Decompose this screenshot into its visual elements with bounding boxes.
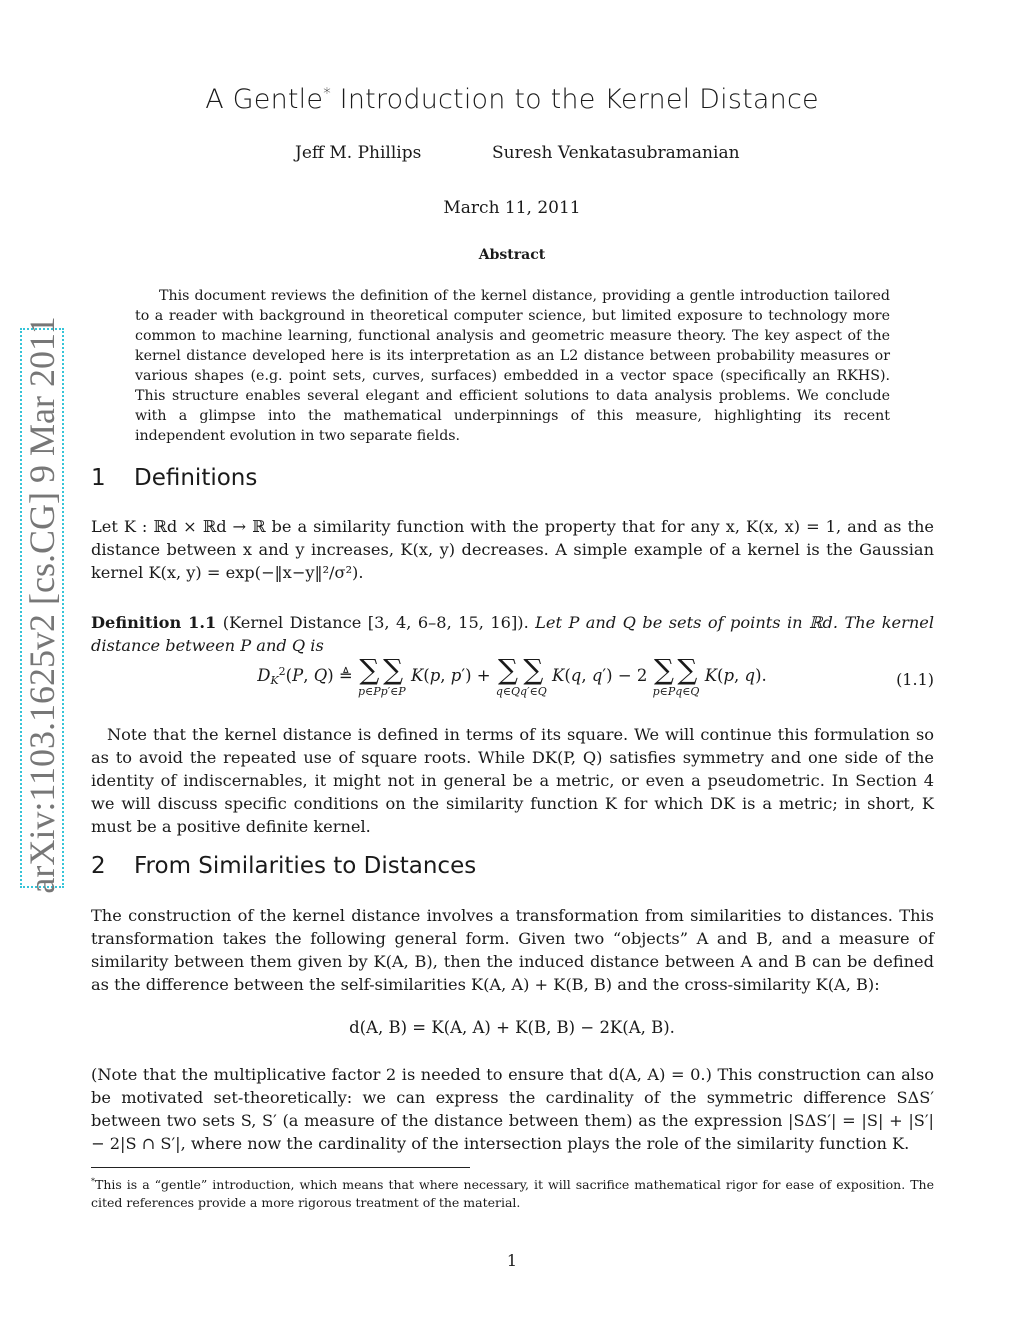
abstract-heading: Abstract [478, 247, 546, 263]
equation-number: (1.1) [896, 670, 934, 689]
author-name: Jeff M. Phillips [295, 143, 422, 163]
section-heading: 2 From Similarities to Distances [91, 853, 477, 879]
paper-title: A Gentle* Introduction to the Kernel Distance [205, 84, 819, 115]
arxiv-identifier: arXiv:1103.1625v2 [cs.CG] 9 Mar 2011 [22, 316, 62, 894]
paragraph: Let K : ℝd × ℝd → ℝ be a similarity function with the property that for any x, K(x, x) = 1, and as the distance between x and y increases, K(x, y) decreases. A simple example of a kernel is the Gaussian kernel K(x, y) = exp(−‖x−y‖²/σ²). [91, 517, 934, 582]
definition-label: Definition 1.1 [91, 613, 217, 632]
kernel-distance-equation: $D_K^2(P$, Q) ≜ ∑ p∈P ∑ p′∈P K(p, p′) + ∑ q∈Q ∑ q′∈Q K(q, q′) − 2 ∑ p∈P ∑ q∈Q K(p, q). (1.1) [257, 653, 934, 698]
paragraph: (Note that the multiplicative factor 2 is needed to ensure that d(A, A) = 0.) This construction can also be motivated set-theoretically: we can express the cardinality of the symmetric difference SΔS′ between two sets S, S′ (a measure of the distance between them) as the expression |SΔS′| = |S| + |S′| − 2|S ∩ S′|, where now the cardinality of the intersection plays the role of the similarity function K. [91, 1065, 934, 1153]
definition-statement: Let P and Q be sets of points in ℝd. The kernel distance between P and Q is [91, 613, 934, 655]
definition-citation: (Kernel Distance [3, 4, 6–8, 15, 16]). [222, 613, 529, 632]
page-number: 1 [506, 1251, 518, 1270]
paragraph: The construction of the kernel distance involves a transformation from similarities to distances. This transformation takes the following general form. Given two “objects” A and B, and a measure of similarity between them given by K(A, B), then the induced distance between A and B can be defined as the difference between the self-similarities K(A, A) + K(B, B) and the cross-similarity K(A, B): [91, 906, 934, 994]
footnote: *This is a “gentle” introduction, which means that where necessary, it will sacrifice mathematical rigor for ease of exposition. The cited references provide a more rigorous treatment of the material. [91, 1177, 934, 1211]
footnote-rule [91, 1167, 470, 1168]
definition-block [91, 611, 934, 657]
distance-equation: d(A, B) = K(A, A) + K(B, B) − 2K(A, B). [349, 1018, 675, 1037]
paragraph: Note that the kernel distance is defined in terms of its square. We will continue this formulation so as to avoid the repeated use of square roots. While DK(P, Q) satisfies symmetry and one side of the identity of indiscernables, it might not in general be a metric, or even a pseudometric. In Section 4 we will discuss specific conditions on the similarity function K for which DK is a metric; in short, K must be a positive definite kernel. [91, 725, 934, 836]
section-heading: 1 Definitions [91, 465, 258, 491]
author-name: Suresh Venkatasubramanian [492, 143, 740, 163]
abstract-text: This document reviews the definition of the kernel distance, providing a gentle introduction tailored to a reader with background in theoretical computer science, but limited exposure to technology more common to machine learning, functional analysis and geometric measure theory. The key aspect of the kernel distance developed here is its interpretation as an L2 distance between probability measures or various shapes (e.g. point sets, curves, surfaces) embedded in a vector space (specifically an RKHS). This structure enables several elegant and efficient solutions to data analysis problems. We conclude with a glimpse into the mathematical underpinnings of this measure, highlighting its recent independent evolution in two separate fields. [135, 288, 890, 444]
paper-date: March 11, 2011 [443, 198, 581, 218]
